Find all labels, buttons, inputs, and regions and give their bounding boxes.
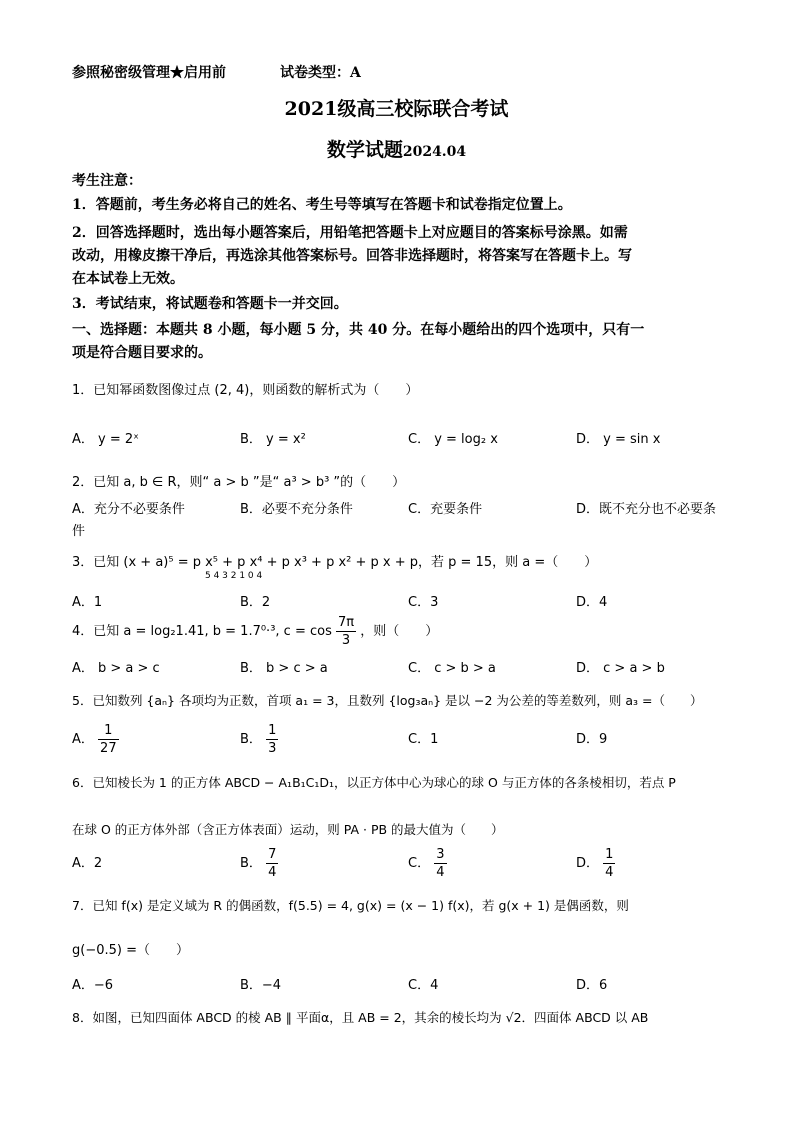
question-3-option-b: B．2 [240,595,271,610]
question-3-stem: 3．已知 (x + a)⁵ = p x⁵ + p x⁴ + p x³ + p x² + p x + p，若 p = 15，则 a =（ ） [72,555,598,570]
question-6-option-d-fraction [603,846,615,881]
question-5-option-a-fraction [98,722,119,757]
question-7-option-a: A．−6 [72,978,114,993]
secrecy-label: 参照秘密级管理★启用前 [72,65,226,81]
question-6-option-b-num: 7 [268,847,277,862]
question-1-stem: 1．已知幂函数图像过点 (2, 4)，则函数的解析式为（ ） [72,383,419,398]
question-1-option-a: A． y = 2ˣ [72,432,139,447]
question-2-stem: 2．已知 a, b ∈ R，则“ a > b ”是“ a³ > b³ ”的（ ） [72,475,406,490]
question-7-option-c: C．4 [408,978,439,993]
subject-name: 数学试题 [326,139,403,161]
question-2-option-d-wrap: 件 [72,524,86,539]
question-5-option-b-fraction [266,722,278,757]
subject-title [0,135,793,162]
question-7-stem-line2: g(−0.5) =（ ） [72,943,189,958]
question-4-option-d: D． c > a > b [576,661,665,676]
question-5-stem: 5．已知数列 {aₙ} 各项均为正数，首项 a₁ = 3，且数列 {log₃aₙ} 是以 −2 为公差的等差数列，则 a₃ =（ ） [72,693,703,708]
question-5-option-b-label: B． [240,732,262,747]
exam-title: 2021级高三校际联合考试 [284,98,509,120]
question-2-option-c: C．充要条件 [408,502,483,517]
question-6-option-a: A．2 [72,856,103,871]
question-6-option-d-den: 4 [605,865,614,880]
notice-item-2c: 在本试卷上无效。 [72,271,184,287]
section-heading-line2: 项是符合题目要求的。 [72,345,212,361]
question-4-option-b: B． b > c > a [240,661,328,676]
question-6-option-c [408,846,447,881]
question-1-option-b: B． y = x² [240,432,306,447]
exam-date: 2024.04 [402,144,467,160]
question-4-stem-b: ，则（ ） [360,624,439,639]
question-2-option-a: A．充分不必要条件 [72,502,185,517]
question-6-option-c-fraction [434,846,446,881]
question-6-option-d [576,846,615,881]
notice-heading: 考生注意： [72,173,142,189]
question-1-option-c: C． y = log₂ x [408,432,498,447]
question-3-option-a: A．1 [72,595,103,610]
question-3-option-d: D．4 [576,595,608,610]
section-heading-line1: 一、选择题：本题共 8 小题，每小题 5 分，共 40 分。在每小题给出的四个选项中，只有一 [72,322,645,338]
question-4-fraction [336,614,356,649]
question-5-option-a-num: 1 [98,722,119,740]
question-6-option-d-num: 1 [605,847,614,862]
question-5-option-a-label: A． [72,732,94,747]
question-8-stem: 8．如图，已知四面体 ABCD 的棱 AB ∥ 平面α，且 AB = 2，其余的棱长均为 √2．四面体 ABCD 以 AB [72,1010,649,1025]
question-4-fraction-num: 7π [338,615,355,630]
question-2-option-d: D．既不充分也不必要条 [576,502,717,517]
question-7-stem-line1: 7．已知 f(x) 是定义域为 R 的偶函数，f(5.5) = 4, g(x) = (x − 1) f(x)，若 g(x + 1) 是偶函数，则 [72,898,629,913]
question-5-option-b-num: 1 [268,723,277,738]
notice-item-2a: 2．回答选择题时，选出每小题答案后，用铅笔把答题卡上对应题目的答案标号涂黑。如需 [72,225,628,241]
question-6-option-c-label: C． [408,856,431,871]
question-4-stem [72,614,438,649]
question-5-option-a-den: 27 [100,741,117,756]
question-6-option-b-den: 4 [268,865,277,880]
question-2-option-b: B．必要不充分条件 [240,502,353,517]
question-5-option-d: D．9 [576,732,608,747]
question-5-option-a [72,722,119,757]
question-4-stem-a: 4．已知 a = log₂1.41, b = 1.7⁰·³, c = cos [72,624,332,639]
question-7-option-d: D．6 [576,978,608,993]
question-6-stem-line1: 6．已知棱长为 1 的正方体 ABCD − A₁B₁C₁D₁，以正方体中心为球心的球 O 与正方体的各条棱相切，若点 P [72,775,676,790]
notice-item-3: 3．考试结束，将试题卷和答题卡一并交回。 [72,296,348,312]
question-4-fraction-den: 3 [341,633,351,648]
question-6-stem-line2: 在球 O 的正方体外部（含正方体表面）运动，则 PA · PB 的最大值为（ ） [72,822,504,837]
question-6-option-b-label: B． [240,856,262,871]
notice-item-1: 1．答题前，考生务必将自己的姓名、考生号等填写在答题卡和试卷指定位置上。 [72,197,572,213]
question-5-option-c: C．1 [408,732,439,747]
question-7-option-b: B．−4 [240,978,282,993]
question-4-option-c: C． c > b > a [408,661,496,676]
question-3-subscripts: 5 4 3 2 1 0 4 [205,571,263,581]
question-6-option-b-fraction [266,846,278,881]
question-6-option-c-den: 4 [436,865,445,880]
question-6-option-c-num: 3 [436,847,445,862]
question-4-option-a: A． b > a > c [72,661,160,676]
question-6-option-d-label: D． [576,856,600,871]
paper-type-label: 试卷类型：A [280,65,361,81]
question-6-option-b [240,846,278,881]
question-5-option-b-den: 3 [268,741,277,756]
question-3-option-c: C．3 [408,595,439,610]
question-1-option-d: D． y = sin x [576,432,661,447]
notice-item-2b: 改动，用橡皮擦干净后，再选涂其他答案标号。回答非选择题时，将答案写在答题卡上。写 [72,248,632,264]
question-5-option-b [240,722,278,757]
